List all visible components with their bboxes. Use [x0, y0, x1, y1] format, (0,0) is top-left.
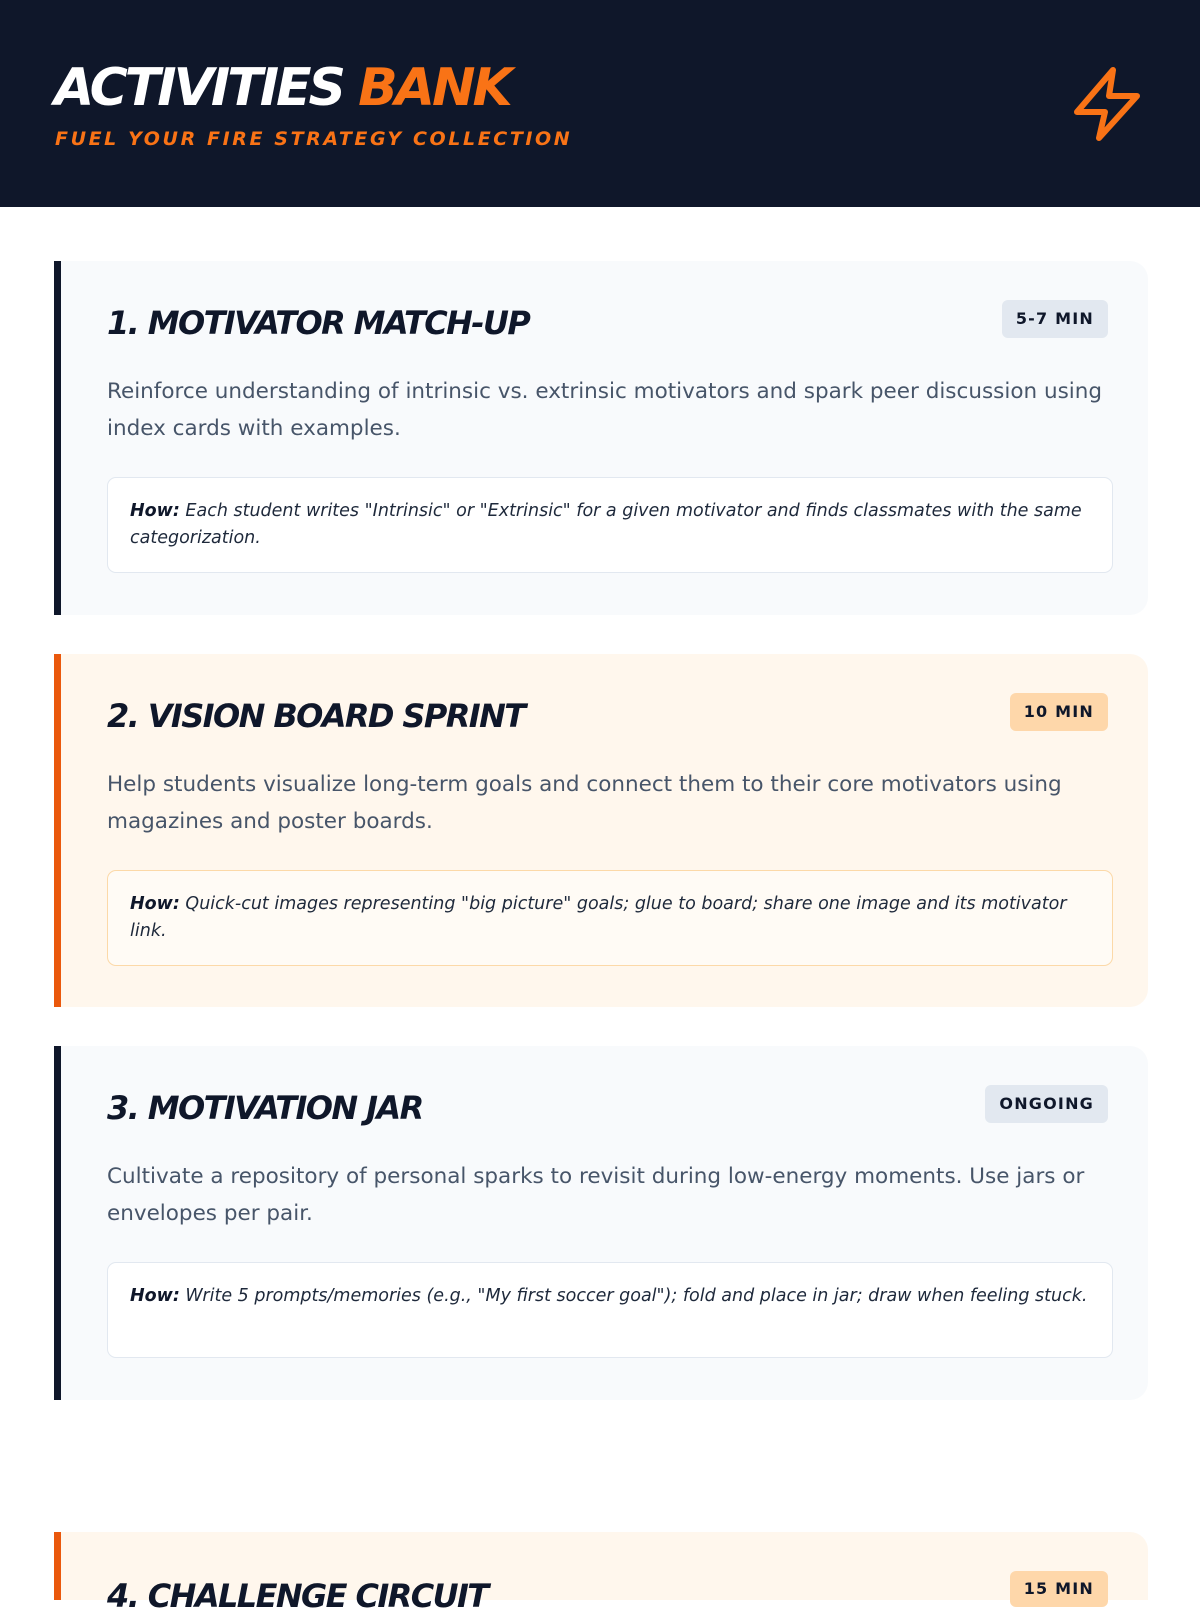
activity-title: 2. VISION BOARD SPRINT — [107, 697, 525, 735]
activity-card-1 — [54, 261, 1148, 615]
activity-card-4 — [54, 1532, 1148, 1615]
how-label: How: — [130, 1286, 180, 1306]
title-word-bank: BANK — [358, 58, 510, 118]
activity-card-2 — [54, 654, 1148, 1007]
how-label: How: — [130, 894, 180, 914]
activity-card-3 — [54, 1046, 1148, 1400]
how-text: Quick-cut images representing "big picture" goals; glue to board; share one image and its motivator link. — [130, 894, 1067, 941]
activity-description: Reinforce understanding of intrinsic vs. extrinsic motivators and spark peer discussion using index cards with examples. — [107, 379, 1103, 441]
how-text: Each student writes "Intrinsic" or "Extrinsic" for a given motivator and finds classmates with the same categorization. — [130, 501, 1082, 548]
duration-badge: 15 MIN — [1010, 1571, 1108, 1607]
activity-title: 3. MOTIVATION JAR — [107, 1089, 423, 1127]
duration-badge: ONGOING — [985, 1085, 1108, 1123]
how-label: How: — [130, 501, 180, 521]
activity-title: 4. CHALLENGE CIRCUIT — [107, 1577, 488, 1615]
title-word-activities: ACTIVITIES — [54, 58, 344, 118]
how-box — [107, 1262, 1113, 1358]
how-text: Write 5 prompts/memories (e.g., "My first soccer goal"); fold and place in jar; draw when feeling stuck. — [185, 1286, 1088, 1306]
page-header — [0, 0, 1200, 207]
activity-title: 1. MOTIVATOR MATCH-UP — [107, 304, 530, 342]
how-box — [107, 477, 1113, 573]
duration-badge: 10 MIN — [1010, 693, 1108, 731]
how-box — [107, 870, 1113, 966]
page-title — [54, 58, 510, 118]
lightning-bolt-icon — [1071, 66, 1143, 142]
page-subtitle: FUEL YOUR FIRE STRATEGY COLLECTION — [55, 128, 573, 150]
activity-description: Cultivate a repository of personal sparks to revisit during low-energy moments. Use jars or envelopes per pair. — [107, 1164, 1085, 1226]
activity-description: Help students visualize long-term goals and connect them to their core motivators using magazines and poster boards. — [107, 772, 1062, 834]
duration-badge: 5-7 MIN — [1002, 300, 1108, 338]
